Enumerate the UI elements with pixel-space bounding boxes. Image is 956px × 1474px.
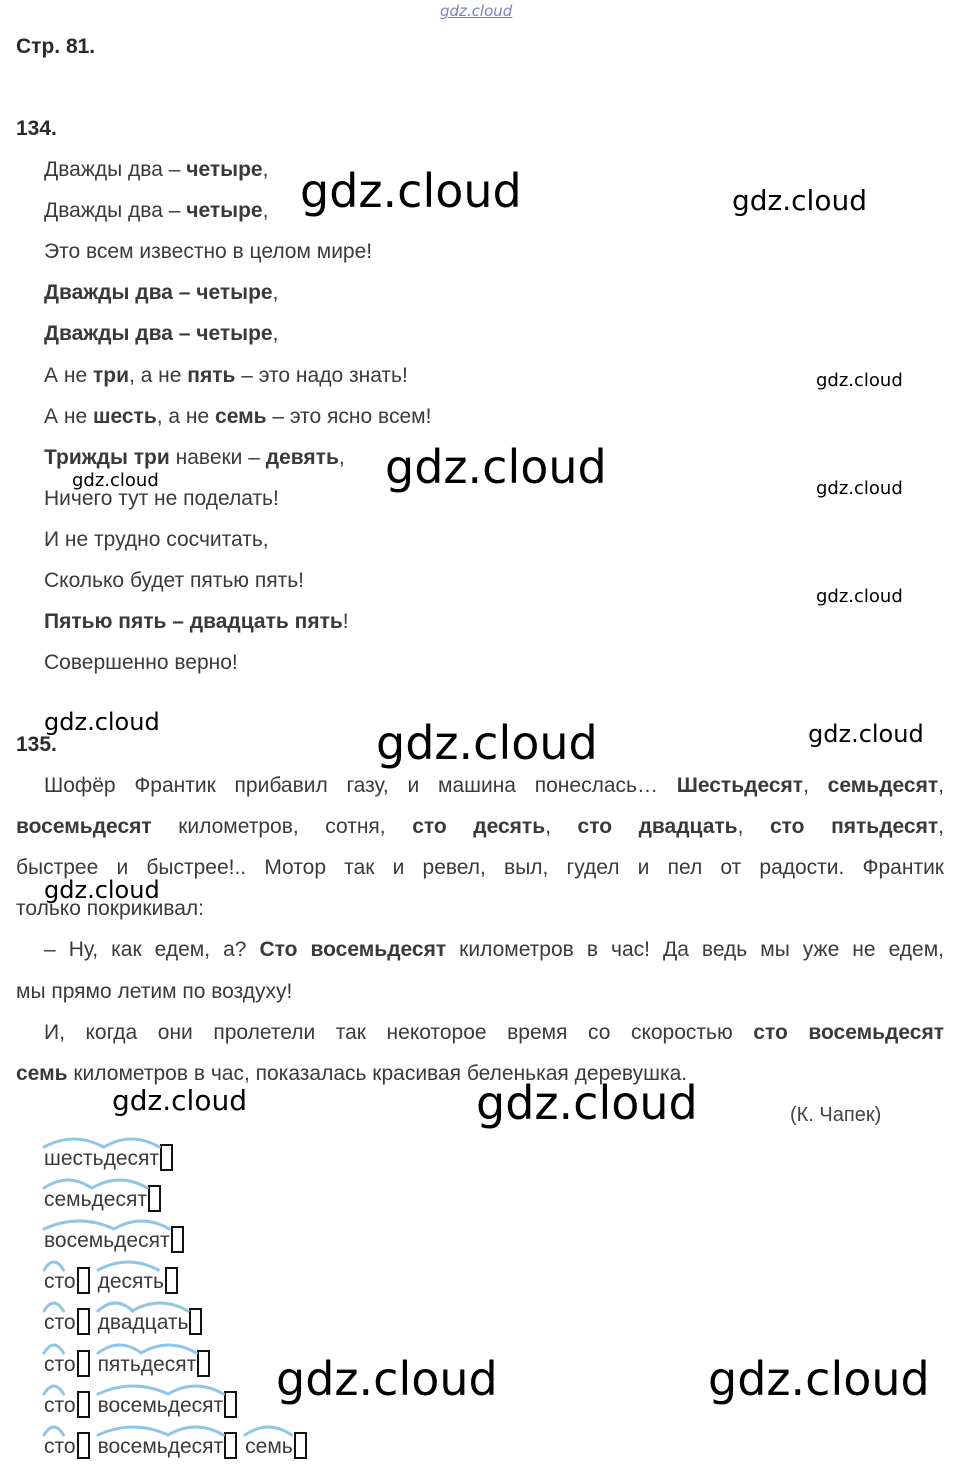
text-run: – Ну, как едем, а?: [44, 938, 260, 962]
watermark-top: gdz.cloud: [440, 2, 513, 20]
bold-text: семь: [215, 404, 267, 428]
poem-line: [44, 240, 372, 264]
watermark: gdz.cloud: [808, 720, 924, 748]
ending-box: [77, 1350, 90, 1377]
text-run: И, когда они пролетели так некоторое время со скоростью: [44, 1020, 754, 1044]
text-run: Совершенно верно!: [44, 651, 238, 675]
root-arc: [42, 1299, 66, 1313]
text-run: – это надо знать!: [235, 363, 408, 387]
ending-box: [224, 1432, 237, 1459]
watermark: gdz.cloud: [276, 1352, 498, 1406]
poem-line: [44, 610, 349, 634]
root-arc: [96, 1382, 170, 1396]
text-line: [16, 980, 944, 1004]
poem-line: [44, 446, 345, 470]
text-line: [16, 774, 944, 798]
ending-box: [148, 1185, 161, 1212]
ending-box: [77, 1308, 90, 1335]
bold-text: Пятью пять – двадцать пять: [44, 610, 343, 634]
text-run: ,: [262, 158, 269, 181]
root-arc: [42, 1258, 66, 1272]
text-line: [16, 938, 944, 962]
root-arc: [42, 1135, 106, 1149]
root-arc: [42, 1341, 66, 1355]
ending-box: [197, 1350, 210, 1377]
poem-line: [44, 322, 278, 346]
bold-text: семьдесят: [827, 774, 939, 797]
page-label: Стр. 81.: [16, 35, 96, 58]
poem-line: [44, 364, 408, 388]
text-run: ,: [545, 815, 578, 839]
watermark: gdz.cloud: [72, 470, 159, 491]
poem-line: [44, 405, 431, 429]
bold-text: сто двадцать: [577, 815, 738, 839]
text-run: Ничего тут не поделать!: [44, 486, 279, 510]
bold-text: Сто восемьдесят: [259, 938, 447, 962]
text-run: Сколько будет пятью пять!: [44, 569, 305, 592]
text-run: километров, сотня,: [151, 815, 413, 839]
root-arc: [42, 1423, 66, 1437]
watermark: gdz.cloud: [816, 478, 903, 499]
exercise-135-number: 135.: [16, 733, 57, 756]
author-citation: (К. Чапек): [790, 1104, 882, 1126]
root-arc: [96, 1341, 143, 1355]
word-text: сто: [44, 1311, 76, 1335]
text-run: ,: [272, 281, 279, 305]
root-arc: [130, 1299, 190, 1313]
word-text: семь: [245, 1434, 293, 1458]
ending-box: [165, 1267, 178, 1294]
text-run: Дважды два –: [44, 199, 187, 223]
text-run: А не: [44, 404, 93, 428]
poem-line: [44, 281, 278, 305]
root-arc: [42, 1176, 94, 1190]
word-text: восемьдесят: [97, 1434, 224, 1458]
text-run: ,: [262, 199, 269, 223]
text-run: Дважды два –: [44, 158, 187, 181]
watermark: gdz.cloud: [816, 586, 903, 607]
text-run: И не трудно сосчитать,: [44, 527, 269, 551]
text-run: – это ясно всем!: [266, 404, 432, 428]
watermark: gdz.cloud: [732, 184, 867, 217]
root-arc: [96, 1299, 135, 1313]
text-run: ,: [938, 815, 944, 839]
text-line: [16, 1021, 944, 1045]
bold-text: три: [92, 363, 129, 387]
text-run: ,: [803, 774, 828, 797]
word-text: сто: [44, 1270, 76, 1294]
root-arc: [166, 1423, 225, 1437]
text-run: Шофёр Франтик прибавил газу, и машина понеслась…: [44, 774, 677, 797]
bold-text: шесть: [92, 404, 157, 428]
poem-line: [44, 158, 268, 182]
ending-box: [77, 1432, 90, 1459]
watermark: gdz.cloud: [708, 1352, 930, 1406]
ending-box: [77, 1267, 90, 1294]
watermark: gdz.cloud: [300, 164, 522, 218]
text-run: , а не: [128, 363, 188, 387]
bold-text: пять: [187, 363, 236, 387]
text-run: ,: [737, 815, 770, 839]
exercise-134-number: 134.: [16, 117, 57, 140]
word-text: семьдесят: [44, 1188, 147, 1212]
watermark: gdz.cloud: [44, 708, 160, 736]
word-text: сто: [44, 1352, 76, 1376]
ending-box: [171, 1226, 184, 1253]
bold-text: семь: [16, 1061, 68, 1085]
word-text: шестьдесят: [44, 1147, 160, 1170]
word-text: сто: [44, 1393, 76, 1417]
bold-text: Дважды два – четыре: [44, 281, 273, 305]
text-run: километров в час! Да ведь мы уже не едем,: [446, 938, 945, 962]
word-text: восемьдесят: [44, 1229, 170, 1253]
ending-box: [160, 1144, 173, 1171]
text-run: только покрикивал:: [16, 897, 204, 921]
text-run: , а не: [156, 404, 216, 428]
bold-text: Дважды два – четыре: [44, 322, 273, 346]
root-arc: [96, 1258, 160, 1272]
word-text: сто: [44, 1434, 76, 1458]
watermark: gdz.cloud: [476, 1076, 698, 1130]
poem-line: [44, 199, 268, 223]
root-arc: [112, 1217, 171, 1231]
root-arc: [90, 1176, 149, 1190]
poem-line: [44, 651, 238, 675]
watermark: gdz.cloud: [385, 440, 607, 494]
bold-text: сто десять: [412, 815, 546, 839]
bold-text: четыре: [186, 158, 263, 181]
bold-text: сто пятьдесят: [770, 815, 939, 839]
text-run: ,: [272, 322, 279, 346]
ending-box: [294, 1432, 307, 1459]
bold-text: восемьдесят: [16, 815, 152, 839]
root-arc: [42, 1217, 116, 1231]
word-text: восемьдесят: [97, 1393, 224, 1417]
word-text: десять: [97, 1270, 164, 1294]
text-run: навеки –: [169, 445, 266, 469]
text-run: !: [342, 610, 349, 634]
text-run: мы прямо летим по воздуху!: [16, 979, 293, 1003]
text-run: А не: [44, 363, 93, 387]
bold-text: четыре: [186, 199, 263, 223]
text-run: ,: [938, 774, 944, 797]
text-run: быстрее и быстрее!.. Мотор так и ревел, выл, гудел и пел от радости. Франтик: [16, 856, 944, 880]
root-arc: [42, 1382, 66, 1396]
text-run: ,: [338, 445, 345, 469]
root-arc: [166, 1382, 225, 1396]
ending-box: [224, 1391, 237, 1418]
ending-box: [77, 1391, 90, 1418]
word-text: двадцать: [97, 1311, 189, 1335]
bold-text: Трижды три: [44, 445, 170, 469]
bold-text: сто восемьдесят: [753, 1020, 944, 1044]
text-line: [16, 815, 944, 839]
root-arc: [139, 1341, 198, 1355]
text-run: Это всем известно в целом мире!: [44, 240, 373, 264]
watermark: gdz.cloud: [44, 876, 160, 904]
root-arc: [243, 1423, 294, 1437]
ending-box: [189, 1308, 202, 1335]
watermark: gdz.cloud: [376, 716, 598, 770]
text-run: километров в час, показалась красивая беленькая деревушка.: [67, 1061, 688, 1085]
root-arc: [96, 1423, 170, 1437]
watermark: gdz.cloud: [816, 370, 903, 391]
bold-text: девять: [265, 445, 339, 469]
bold-text: Шестьдесят: [676, 774, 804, 797]
poem-line: [44, 569, 304, 593]
root-arc: [102, 1135, 161, 1149]
watermark: gdz.cloud: [112, 1084, 247, 1117]
word-text: пятьдесят: [97, 1352, 197, 1376]
poem-line: [44, 528, 269, 552]
